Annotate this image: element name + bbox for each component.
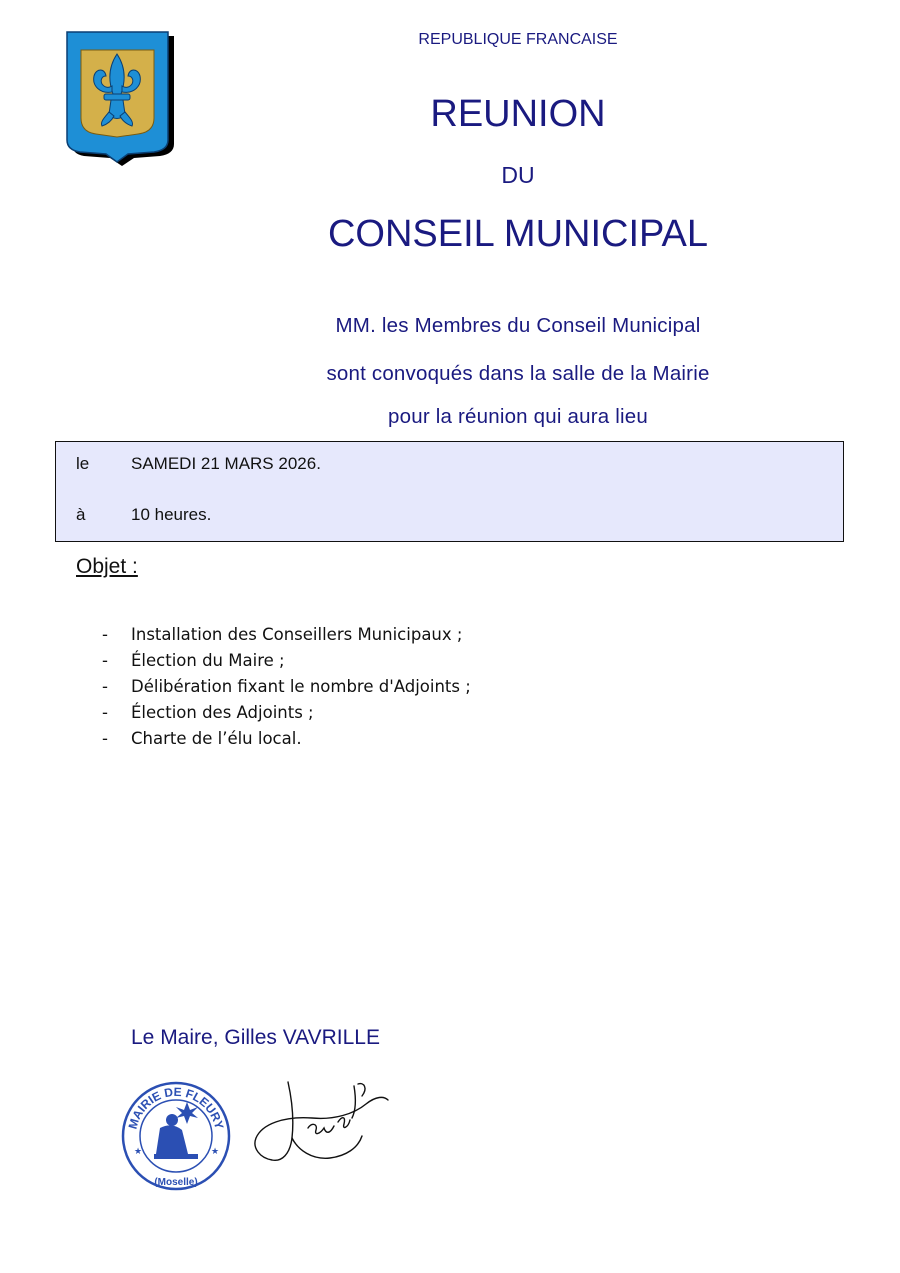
meeting-time-row xyxy=(76,505,211,525)
list-item: - Installation des Conseillers Municipaux ; xyxy=(102,625,463,644)
time-label: à xyxy=(76,505,86,524)
mayor-signature-label: Le Maire, Gilles VAVRILLE xyxy=(131,1026,380,1049)
objet-heading: Objet : xyxy=(76,555,138,578)
convocation-line-2: sont convoqués dans la salle de la Mairie xyxy=(326,362,710,385)
agenda-item-text: Installation des Conseillers Municipaux ; xyxy=(131,625,463,644)
list-item: - Élection des Adjoints ; xyxy=(102,703,314,722)
title-reunion: REUNION xyxy=(430,93,606,135)
handwritten-signature-icon xyxy=(246,1074,396,1166)
agenda-item-text: Charte de l’élu local. xyxy=(131,729,302,748)
title-du: DU xyxy=(501,162,535,188)
agenda-list xyxy=(102,622,471,752)
date-value: SAMEDI 21 MARS 2026. xyxy=(131,454,321,473)
date-label: le xyxy=(76,454,90,473)
convocation-line-1: MM. les Membres du Conseil Municipal xyxy=(335,314,701,337)
meeting-date-row xyxy=(76,454,321,474)
time-value: 10 heures. xyxy=(131,505,212,524)
official-stamp-icon xyxy=(120,1080,232,1192)
agenda-item-text: Délibération fixant le nombre d'Adjoints ; xyxy=(131,677,471,696)
coat-of-arms-icon xyxy=(64,30,176,168)
agenda-item-text: Élection des Adjoints ; xyxy=(131,703,314,722)
list-item: - Charte de l’élu local. xyxy=(102,729,302,748)
list-item: - Élection du Maire ; xyxy=(102,651,285,670)
svg-text:★: ★ xyxy=(134,1146,143,1156)
republic-heading: REPUBLIQUE FRANCAISE xyxy=(418,31,618,48)
list-item: - Délibération fixant le nombre d'Adjoints ; xyxy=(102,677,471,696)
svg-text:(Moselle): (Moselle) xyxy=(154,1177,198,1188)
title-conseil-municipal: CONSEIL MUNICIPAL xyxy=(327,213,709,255)
meeting-details-box xyxy=(55,441,844,542)
svg-text:★: ★ xyxy=(211,1146,220,1156)
convocation-line-3: pour la réunion qui aura lieu xyxy=(388,405,648,428)
svg-text:MAIRIE DE FLEURY: MAIRIE DE FLEURY xyxy=(125,1084,227,1131)
agenda-item-text: Élection du Maire ; xyxy=(131,651,285,670)
